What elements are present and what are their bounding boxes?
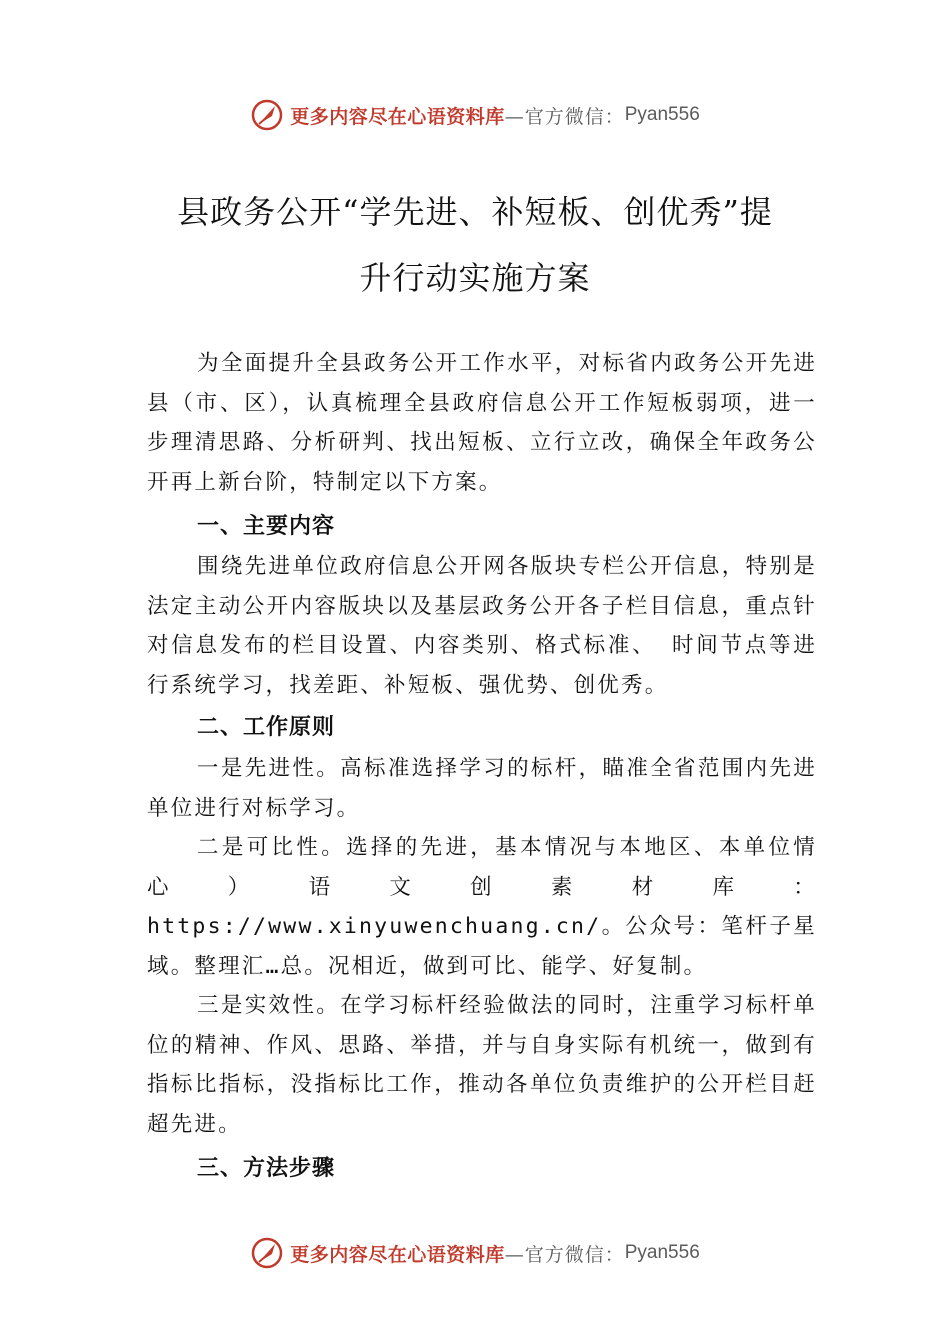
- banner-library-text: 更多内容尽在心语资料库: [290, 1243, 505, 1266]
- document-title-line-2: 升行动实施方案: [359, 259, 591, 297]
- section-heading-work-principles: 二、工作原则: [197, 715, 336, 740]
- document-title-line-1: 县政务公开“学先进、补短板、创优秀”提: [177, 193, 773, 231]
- section-heading-main-content: 一、主要内容: [197, 514, 336, 539]
- banner-wechat-label: —官方微信：: [504, 105, 625, 128]
- section1-paragraph: 围绕先进单位政府信息公开网各版块专栏公开信息，特别是法定主动公开内容版块以及基层政务公开各子栏目信息，重点针对信息发布的栏目设置、内容类别、格式标准、 时间节点等进行系统学习，找差距、补短板、强优势、创优秀。: [147, 554, 817, 698]
- banner-wechat-id: Pyan556: [624, 1242, 700, 1263]
- quill-logo-icon: [250, 98, 284, 132]
- banner-wechat-id: Pyan556: [624, 104, 700, 125]
- principle-3-paragraph: 三是实效性。在学习标杆经验做法的同时，注重学习标杆单位的精神、作风、思路、举措，并与自身实际有机统一，做到有指标比指标，没指标比工作，推动各单位负责维护的公开栏目赶超先进。: [147, 993, 817, 1137]
- footer-banner: [0, 1233, 950, 1273]
- section-heading-method-steps: 三、方法步骤: [197, 1156, 336, 1181]
- principle-1-paragraph: 一是先进性。高标准选择学习的标杆，瞄准全省范围内先进单位进行对标学习。: [147, 756, 817, 821]
- banner-wechat-label: —官方微信：: [504, 1243, 625, 1266]
- intro-paragraph: 为全面提升全县政务公开工作水平，对标省内政务公开先进县（市、区），认真梳理全县政府信息公开工作短板弱项，进一步理清思路、分析研判、找出短板、立行立改，确保全年政务公开再上新台阶，特制定以下方案。: [147, 351, 817, 495]
- header-banner: [0, 95, 950, 135]
- quill-logo-icon: [250, 1236, 284, 1270]
- banner-library-text: 更多内容尽在心语资料库: [290, 105, 505, 128]
- principle-2-paragraph: 二是可比性。选择的先进，基本情况与本地区、本单位情心）语文创素材库：https://www.xinyuwenchuang.cn/。公众号：笔杆子星域。整理汇…总。况相近，做到可比、能学、好复制。: [147, 835, 817, 979]
